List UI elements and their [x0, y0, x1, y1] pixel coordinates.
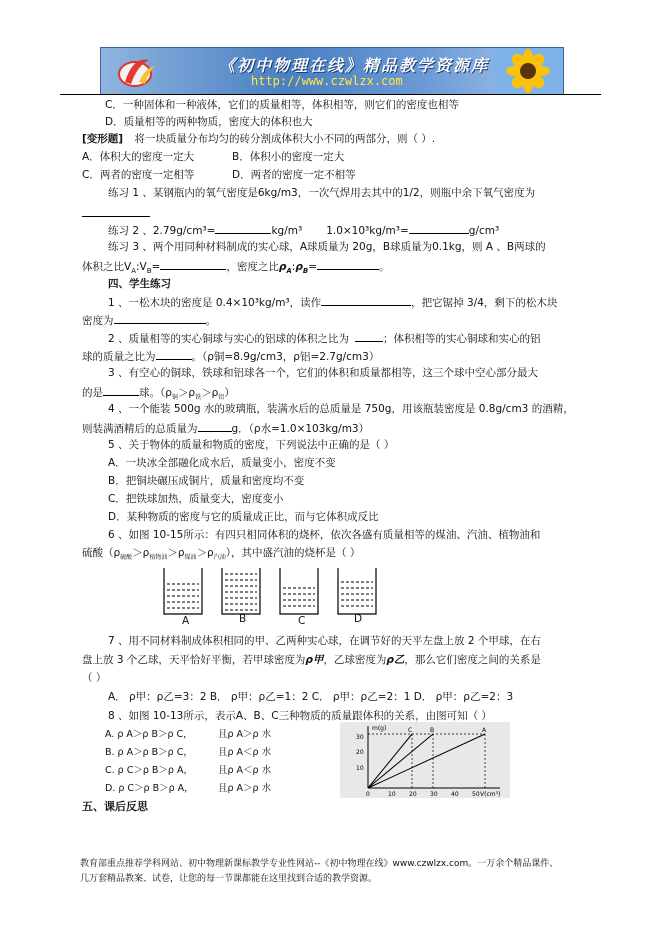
xtick-50: 50	[472, 791, 480, 798]
q7-options: A． ρ甲：ρ乙=3：2 B． ρ甲：ρ乙=1：2 C． ρ甲：ρ乙=2：1 D． ρ甲：ρ乙=2：3	[108, 691, 514, 703]
beakers-figure	[160, 566, 380, 626]
section-5-heading: 五、课后反思	[82, 800, 148, 813]
footer-line-1: 教育部重点推荐学科网站、初中物理新课标教学专业性网站--《初中物理在线》www.czwlzx.com。一万余个精品课件、	[80, 859, 559, 869]
section-4-heading: 四、学生练习	[108, 278, 171, 290]
q1-line2: 密度为 。	[82, 312, 216, 328]
mass-volume-graph	[340, 722, 510, 798]
variant-option-d: D．两者的密度一定不相等	[232, 169, 356, 181]
q6-line1: 6 、如图 10-15所示：有四只相同体积的烧杯，依次各盛有质量相等的煤油、汽油、植物油和	[108, 529, 541, 541]
q5-option-d: D．某种物质的密度与它的质量成正比，而与它体积成反比	[108, 511, 379, 523]
variant-option-c: C．两者的密度一定相等	[82, 169, 195, 181]
header-banner	[100, 47, 564, 95]
q7-bracket: （ ）	[82, 672, 107, 684]
q1-line1: 1 、一松木块的密度是 0.4×10³kg/m³，读作 ，把它锯掉 3/4，剩下的松木块	[108, 294, 557, 310]
beaker-label-a: A	[182, 615, 190, 627]
q8-option-c2: 且ρ A＜ρ 水	[218, 765, 272, 776]
q8-stem: 8 、如图 10-13所示，表示A、B、C三种物质的质量跟体积的关系，由图可知（ ）	[108, 710, 492, 722]
xtick-40: 40	[451, 791, 459, 798]
sunflower-icon	[493, 48, 563, 94]
q8-option-c1: C. ρ C＞ρ B＞ρ A，	[105, 765, 193, 776]
q8-option-a2: 且ρ A＞ρ 水	[218, 729, 272, 740]
q8-option-b2: 且ρ A＜ρ 水	[218, 747, 272, 758]
q5-option-a: A．一块冰全部融化成水后，质量变小，密度不变	[108, 457, 336, 469]
graph-ylabel: m(g)	[372, 725, 387, 732]
q3-line2: 的是 球。$(\rho_铜>\rho_铁>\rho_铝)$	[82, 384, 235, 405]
q7-line2: 盘上放 3 个乙球，天平恰好平衡，若甲球密度为ρ甲，乙球密度为ρ乙，那么它们密度之间的关系是	[82, 654, 541, 666]
variant-option-b: B．体积小的密度一定大	[232, 151, 345, 163]
q8-option-d1: D. ρ C＞ρ B＞ρ A，	[105, 783, 194, 794]
q8-option-d2: 且ρ A＞ρ 水	[218, 783, 272, 794]
variant-question	[82, 132, 435, 146]
exercise-1-blank	[82, 204, 150, 221]
line-label-b: B	[430, 727, 435, 734]
q5-stem: 5 、关于物体的质量和物质的密度，下列说法中正确的是（ ）	[108, 439, 395, 451]
site-logo-icon	[115, 52, 161, 90]
beaker-label-c: C	[298, 615, 306, 627]
variant-option-a: A．体积大的密度一定大	[82, 151, 195, 163]
q2-line1: 2 、质量相等的实心铜球与实心的铝球的体积之比为 ；体积相等的实心铜球和实心的铝	[108, 330, 541, 346]
q4-line2: 则装满酒精后的总质量为 g．（ρ水=1.0×103kg/m3）	[82, 420, 369, 436]
q5-option-b: B．把铜块碾压成铜片，质量和密度均不变	[108, 475, 305, 487]
q2-line2: 球的质量之比为 。（ρ铜=8.9g/cm3，ρ铝=2.7g/cm3）	[82, 348, 379, 364]
beaker-a	[164, 568, 202, 614]
variant-text: 将一块质量分布均匀的砖分割成体积大小不同的两部分，则（ ）.	[134, 133, 436, 145]
graph-xlabel: V(cm³)	[480, 791, 501, 798]
header-rule	[60, 94, 601, 95]
ytick-10: 10	[356, 765, 364, 772]
ytick-30: 30	[356, 734, 364, 741]
xtick-0: 0	[366, 791, 370, 798]
footer-line-2: 几万套精品教案、试卷，让您的每一节课都能在这里找到合适的教学资源。	[80, 874, 378, 884]
banner-url[interactable]: http://www.czwlzx.com	[251, 74, 403, 88]
line-label-a: A	[482, 727, 487, 734]
q8-option-a1: A. ρ A＞ρ B＞ρ C，	[105, 729, 193, 740]
banner-title: 《初中物理在线》精品教学资源库	[219, 56, 490, 75]
xtick-20: 20	[409, 791, 417, 798]
exercise-2: 练习 2 、2.79g/cm³= kg/m³ 1.0×10³kg/m³= g/cm³	[108, 222, 499, 238]
line-label-c: C	[408, 727, 413, 734]
ytick-20: 20	[356, 749, 364, 756]
q6-line2: 硫酸$(\rho_{硫酸}>\rho_{植物油}>\rho_{煤油}>\rho_{汽油})$，其中盛汽油的烧杯是（ ）	[82, 547, 361, 562]
q8-option-b1: B. ρ A＞ρ B＞ρ C，	[105, 747, 193, 758]
option-c: C．一种固体和一种液体，它们的质量相等，体积相等，则它们的密度也相等	[105, 99, 459, 111]
exercise-1: 练习 1 、某钢瓶内的氧气密度是6kg/m3，一次气焊用去其中的1/2，则瓶中余下氧气密度为	[108, 187, 536, 199]
q7-line1: 7 、用不同材料制成体积相同的甲、乙两种实心球，在调节好的天平左盘上放 2 个甲球，在右	[108, 635, 541, 647]
beaker-c	[280, 568, 318, 614]
variant-label: [变形题]	[82, 133, 124, 145]
option-d: D．质量相等的两种物质，密度大的体积也大	[105, 116, 313, 128]
beaker-b	[222, 568, 260, 614]
q5-option-c: C．把铁球加热，质量变大，密度变小	[108, 493, 284, 505]
xtick-30: 30	[430, 791, 438, 798]
q3-line1: 3 、有空心的铜球，铁球和铝球各一个，它们的体积和质量都相等，这三个球中空心部分最大	[108, 367, 539, 379]
xtick-10: 10	[388, 791, 396, 798]
exercise-3-ratio: 体积之比$V_A:V_B=$ ，密度之比$\rho_A:\rho_B=$ 。	[82, 258, 390, 278]
exercise-3: 练习 3 、两个用同种材料制成的实心球，A球质量为 20g，B球质量为0.1kg，则 A 、B两球的	[108, 241, 546, 253]
beaker-label-b: B	[239, 613, 247, 625]
beaker-label-d: D	[354, 613, 363, 625]
beaker-d	[338, 568, 376, 614]
q4-line1: 4 、一个能装 500g 水的玻璃瓶，装满水后的总质量是 750g，用该瓶装密度是 0.8g/cm3 的酒精，	[108, 403, 574, 415]
